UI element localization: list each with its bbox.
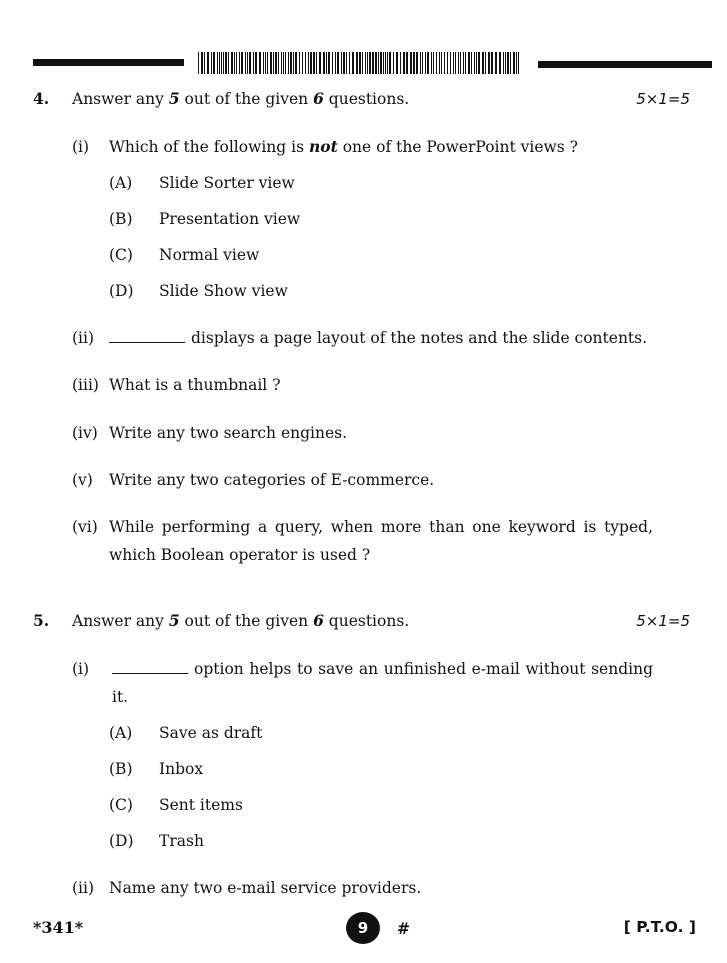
barcode-bar [288, 52, 289, 74]
q5-i-option-c-text: Sent items [159, 796, 243, 814]
barcode-bar [495, 52, 497, 74]
barcode-bar [439, 52, 440, 74]
q4-i-label: (i) [72, 138, 90, 156]
barcode-bar [444, 52, 445, 74]
q5-marks: 5×1=5 [636, 612, 690, 630]
barcode-bar [367, 52, 368, 74]
q5-instruction-post: questions. [323, 612, 410, 630]
barcode-bar [453, 52, 454, 74]
barcode-bar [259, 52, 261, 74]
q4-instruction [72, 89, 409, 109]
barcode-bar [332, 52, 333, 74]
barcode-bar [422, 52, 423, 74]
q4-instruction-mid: out of the given [179, 90, 314, 108]
barcode-bar [249, 52, 251, 74]
q5-instruction [72, 611, 409, 631]
barcode-bar [359, 52, 361, 74]
barcode-bar [396, 52, 398, 74]
barcode-bar [349, 52, 350, 74]
barcode-bar [491, 52, 493, 74]
barcode-bar [476, 52, 477, 74]
q5-i-option-a-label: (A) [109, 724, 133, 742]
barcode-bar [478, 52, 480, 74]
barcode-bar [255, 52, 257, 74]
barcode-bar [362, 52, 363, 74]
barcode-bar [385, 52, 386, 74]
q5-i-label: (i) [72, 660, 90, 678]
barcode-bar [293, 52, 294, 74]
barcode-bar [400, 52, 401, 74]
q4-instruction-post: questions. [323, 90, 410, 108]
barcode-bar [219, 52, 220, 74]
barcode-bar [389, 52, 391, 74]
barcode-bar [323, 52, 325, 74]
barcode-bar [447, 52, 448, 74]
pto-label: [ P.T.O. ] [623, 918, 696, 936]
q4-v-text: Write any two categories of E-commerce. [109, 471, 435, 489]
barcode-bar [295, 52, 297, 74]
q4-number: 4. [33, 89, 50, 108]
barcode-bar [387, 52, 388, 74]
header-rule-right [538, 61, 712, 68]
q5-i-line1-text: option helps to save an unfinished e-mail without sending [194, 660, 653, 678]
q5-instruction-mid: out of the given [179, 612, 314, 630]
barcode-bar [337, 52, 339, 74]
barcode-bar [239, 52, 240, 74]
q5-i-line2: it. [112, 688, 129, 706]
header-rule-left [33, 59, 184, 66]
barcode-bar [471, 52, 472, 74]
barcode-bar [281, 52, 282, 74]
q4-i-text-pre: Which of the following is [109, 138, 309, 156]
barcode [198, 52, 520, 74]
barcode-bar [403, 52, 405, 74]
barcode-bar [236, 52, 237, 74]
barcode-bar [223, 52, 224, 74]
q4-i-text-em: not [308, 137, 338, 156]
q4-i-option-d-text: Slide Show view [159, 282, 288, 300]
q4-i-option-b-label: (B) [109, 210, 133, 228]
barcode-bar [427, 52, 429, 74]
barcode-bar [436, 52, 437, 74]
q4-ii-text: displays a page layout of the notes and the slide contents. [191, 329, 648, 347]
barcode-bar [482, 52, 484, 74]
barcode-bar [198, 52, 199, 74]
barcode-bar [406, 52, 408, 74]
q5-ii-label: (ii) [72, 879, 95, 897]
barcode-bar [372, 52, 374, 74]
q4-instruction-n1: 5 [168, 89, 180, 108]
barcode-bar [516, 52, 517, 74]
q4-instruction-pre: Answer any [72, 90, 169, 108]
barcode-bar [352, 52, 354, 74]
barcode-bar [335, 52, 336, 74]
paper-code: *341* [33, 918, 84, 937]
barcode-bar [207, 52, 209, 74]
barcode-bar [310, 52, 312, 74]
q5-i-option-d-text: Trash [159, 832, 204, 850]
q4-i-option-b-text: Presentation view [159, 210, 301, 228]
barcode-bar [510, 52, 511, 74]
q4-instruction-n2: 6 [313, 89, 324, 108]
barcode-bar [247, 52, 248, 74]
barcode-bar [346, 52, 347, 74]
barcode-bar [380, 52, 382, 74]
barcode-bar [518, 52, 519, 74]
barcode-bar [441, 52, 442, 74]
barcode-bar [425, 52, 426, 74]
q5-i-blank [112, 661, 188, 674]
barcode-bar [455, 52, 456, 74]
q4-iv-text: Write any two search engines. [109, 424, 348, 442]
q4-iii-text: What is a thumbnail ? [109, 376, 281, 394]
barcode-bar [383, 52, 384, 74]
barcode-bar [474, 52, 475, 74]
q4-i-text-post: one of the PowerPoint views ? [337, 138, 578, 156]
page-number: 9 [346, 912, 380, 944]
barcode-bar [285, 52, 286, 74]
barcode-bar [241, 52, 243, 74]
barcode-bar [305, 52, 306, 74]
barcode-bar [488, 52, 490, 74]
q5-i-option-c-label: (C) [109, 796, 133, 814]
q5-instruction-pre: Answer any [72, 612, 169, 630]
barcode-bar [458, 52, 459, 74]
q5-number: 5. [33, 611, 50, 630]
barcode-bar [225, 52, 227, 74]
barcode-bar [201, 52, 203, 74]
barcode-bar [503, 52, 504, 74]
barcode-bar [278, 52, 279, 74]
barcode-bar [316, 52, 317, 74]
barcode-bar [413, 52, 415, 74]
barcode-bar [341, 52, 342, 74]
barcode-bar [513, 52, 515, 74]
barcode-bar [326, 52, 327, 74]
barcode-bar [253, 52, 254, 74]
barcode-bar [204, 52, 205, 74]
barcode-bar [431, 52, 432, 74]
barcode-bar [211, 52, 212, 74]
barcode-bar [485, 52, 486, 74]
barcode-bar [319, 52, 321, 74]
q4-i-option-a-label: (A) [109, 174, 133, 192]
barcode-bar [213, 52, 215, 74]
barcode-bar [313, 52, 315, 74]
barcode-bar [275, 52, 277, 74]
q5-instruction-n1: 5 [168, 611, 180, 630]
q4-ii-label: (ii) [72, 329, 95, 347]
q4-vi-line2: which Boolean operator is used ? [109, 546, 371, 564]
barcode-bar [420, 52, 421, 74]
barcode-bar [450, 52, 451, 74]
barcode-bar [265, 52, 266, 74]
q4-marks: 5×1=5 [636, 90, 690, 108]
barcode-bar [283, 52, 284, 74]
barcode-bar [245, 52, 246, 74]
footer-hash: # [397, 919, 410, 938]
q5-instruction-n2: 6 [313, 611, 324, 630]
barcode-bar [499, 52, 501, 74]
q4-v-label: (v) [72, 471, 93, 489]
barcode-bar [231, 52, 233, 74]
q4-ii-line [109, 328, 647, 348]
barcode-bar [369, 52, 371, 74]
q4-i-option-a-text: Slide Sorter view [159, 174, 295, 192]
barcode-bar [273, 52, 274, 74]
q5-i-option-d-label: (D) [109, 832, 134, 850]
q5-i-option-b-text: Inbox [159, 760, 204, 778]
barcode-bar [433, 52, 434, 74]
barcode-bar [267, 52, 268, 74]
q5-ii-text: Name any two e-mail service providers. [109, 879, 422, 897]
barcode-bar [465, 52, 466, 74]
barcode-bar [378, 52, 379, 74]
barcode-bar [505, 52, 506, 74]
barcode-bar [463, 52, 464, 74]
q4-iii-label: (iii) [72, 376, 99, 394]
q4-vi-label: (vi) [72, 518, 98, 536]
q5-i-option-b-label: (B) [109, 760, 133, 778]
barcode-bar [270, 52, 272, 74]
q4-i-option-c-text: Normal view [159, 246, 260, 264]
barcode-bar [416, 52, 418, 74]
q4-iv-label: (iv) [72, 424, 98, 442]
barcode-bar [375, 52, 377, 74]
barcode-bar [507, 52, 509, 74]
barcode-bar [328, 52, 330, 74]
q5-i-option-a-text: Save as draft [159, 724, 263, 742]
barcode-bar [221, 52, 222, 74]
barcode-bar [393, 52, 394, 74]
barcode-bar [228, 52, 229, 74]
q4-i-text [109, 137, 578, 157]
barcode-bar [217, 52, 218, 74]
barcode-bar [234, 52, 235, 74]
barcode-bar [299, 52, 300, 74]
barcode-bar [290, 52, 292, 74]
q4-i-option-c-label: (C) [109, 246, 133, 264]
q4-i-option-d-label: (D) [109, 282, 134, 300]
q5-i-line1 [112, 659, 653, 679]
barcode-bar [460, 52, 461, 74]
barcode-bar [410, 52, 412, 74]
barcode-bar [263, 52, 264, 74]
q4-vi-line1: While performing a query, when more than one keyword is typed, [109, 518, 653, 536]
barcode-bar [343, 52, 345, 74]
barcode-bar [302, 52, 303, 74]
q4-ii-blank [109, 330, 185, 343]
barcode-bar [308, 52, 309, 74]
barcode-bar [356, 52, 358, 74]
barcode-bar [468, 52, 470, 74]
barcode-bar [365, 52, 366, 74]
